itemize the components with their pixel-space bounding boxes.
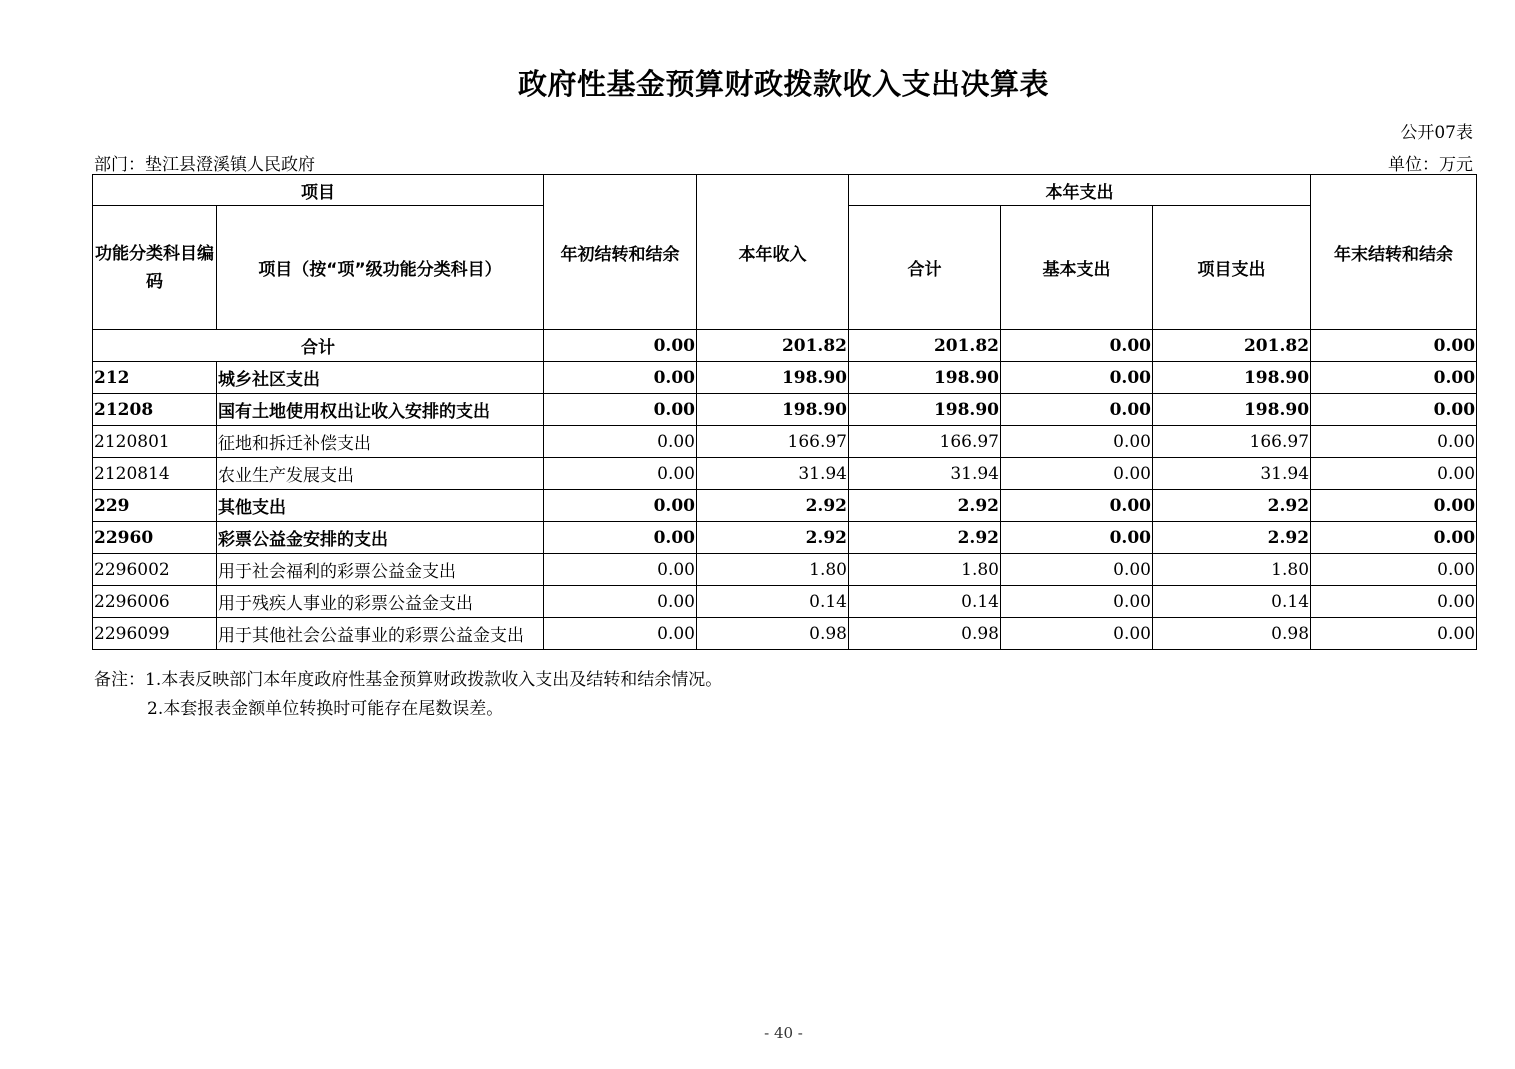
cell-code: 2296099 <box>93 618 217 650</box>
cell-basic: 0.00 <box>1001 426 1153 458</box>
cell-basic: 0.00 <box>1001 586 1153 618</box>
cell-code: 2296002 <box>93 554 217 586</box>
cell-income: 0.14 <box>697 586 849 618</box>
cell-project: 2.92 <box>1153 490 1311 522</box>
table-row <box>93 490 1477 522</box>
cell-total: 2.92 <box>849 522 1001 554</box>
cell-code: 229 <box>93 490 217 522</box>
cell-end: 0.00 <box>1311 458 1477 490</box>
cell-project: 198.90 <box>1153 362 1311 394</box>
table-row <box>93 618 1477 650</box>
header-expense-basic: 基本支出 <box>1001 206 1153 330</box>
department-label: 部门：垫江县澄溪镇人民政府 <box>94 155 315 175</box>
header-project: 项目 <box>93 175 544 206</box>
header-expense-project: 项目支出 <box>1153 206 1311 330</box>
note-line-1: 备注：1.本表反映部门本年度政府性基金预算财政拨款收入支出及结转和结余情况。 <box>94 670 723 690</box>
cell-end: 0.00 <box>1311 426 1477 458</box>
table-row <box>93 426 1477 458</box>
cell-begin: 0.00 <box>544 618 697 650</box>
cell-project: 198.90 <box>1153 394 1311 426</box>
cell-begin: 0.00 <box>544 586 697 618</box>
cell-begin: 0.00 <box>544 554 697 586</box>
total-label: 合计 <box>93 330 544 362</box>
cell-code: 21208 <box>93 394 217 426</box>
cell-end: 0.00 <box>1311 586 1477 618</box>
table-row <box>93 586 1477 618</box>
header-expense-total: 合计 <box>849 206 1001 330</box>
table-row <box>93 554 1477 586</box>
table-header <box>93 175 1477 330</box>
cell-basic: 0.00 <box>1001 618 1153 650</box>
cell-total: 166.97 <box>849 426 1001 458</box>
cell-name: 城乡社区支出 <box>217 362 544 394</box>
cell-name: 国有土地使用权出让收入安排的支出 <box>217 394 544 426</box>
cell-project: 2.92 <box>1153 522 1311 554</box>
cell-begin: 0.00 <box>544 490 697 522</box>
cell-name: 用于社会福利的彩票公益金支出 <box>217 554 544 586</box>
cell-code: 2120814 <box>93 458 217 490</box>
cell-total: 31.94 <box>849 458 1001 490</box>
table-row <box>93 522 1477 554</box>
table-body <box>93 330 1477 650</box>
cell-income: 31.94 <box>697 458 849 490</box>
cell-end: 0.00 <box>1311 490 1477 522</box>
cell-begin: 0.00 <box>544 362 697 394</box>
total-project: 201.82 <box>1153 330 1311 362</box>
cell-total: 2.92 <box>849 490 1001 522</box>
cell-code: 212 <box>93 362 217 394</box>
cell-project: 0.98 <box>1153 618 1311 650</box>
cell-code: 2296006 <box>93 586 217 618</box>
cell-basic: 0.00 <box>1001 362 1153 394</box>
table-row <box>93 362 1477 394</box>
cell-basic: 0.00 <box>1001 522 1153 554</box>
cell-total: 0.14 <box>849 586 1001 618</box>
form-number: 公开07表 <box>1400 123 1473 143</box>
cell-income: 1.80 <box>697 554 849 586</box>
page-number: - 40 - <box>764 1024 803 1042</box>
header-end-balance: 年末结转和结余 <box>1311 175 1477 330</box>
cell-project: 0.14 <box>1153 586 1311 618</box>
cell-end: 0.00 <box>1311 554 1477 586</box>
cell-name: 彩票公益金安排的支出 <box>217 522 544 554</box>
cell-name: 征地和拆迁补偿支出 <box>217 426 544 458</box>
header-expense-group: 本年支出 <box>849 175 1311 206</box>
cell-end: 0.00 <box>1311 394 1477 426</box>
cell-name: 用于其他社会公益事业的彩票公益金支出 <box>217 618 544 650</box>
cell-basic: 0.00 <box>1001 554 1153 586</box>
budget-table <box>92 174 1477 650</box>
cell-income: 0.98 <box>697 618 849 650</box>
total-begin: 0.00 <box>544 330 697 362</box>
cell-income: 2.92 <box>697 490 849 522</box>
cell-income: 198.90 <box>697 362 849 394</box>
cell-code: 2120801 <box>93 426 217 458</box>
page-title: 政府性基金预算财政拨款收入支出决算表 <box>517 67 1049 101</box>
cell-begin: 0.00 <box>544 458 697 490</box>
cell-begin: 0.00 <box>544 394 697 426</box>
cell-income: 198.90 <box>697 394 849 426</box>
cell-project: 31.94 <box>1153 458 1311 490</box>
cell-end: 0.00 <box>1311 362 1477 394</box>
cell-begin: 0.00 <box>544 522 697 554</box>
cell-begin: 0.00 <box>544 426 697 458</box>
cell-name: 用于残疾人事业的彩票公益金支出 <box>217 586 544 618</box>
cell-total: 1.80 <box>849 554 1001 586</box>
total-basic: 0.00 <box>1001 330 1153 362</box>
cell-project: 1.80 <box>1153 554 1311 586</box>
cell-project: 166.97 <box>1153 426 1311 458</box>
total-expense: 201.82 <box>849 330 1001 362</box>
cell-total: 198.90 <box>849 394 1001 426</box>
cell-end: 0.00 <box>1311 522 1477 554</box>
cell-basic: 0.00 <box>1001 394 1153 426</box>
total-row <box>93 330 1477 362</box>
cell-income: 166.97 <box>697 426 849 458</box>
header-income: 本年收入 <box>697 175 849 330</box>
cell-basic: 0.00 <box>1001 458 1153 490</box>
table-row <box>93 394 1477 426</box>
header-code: 功能分类科目编码 <box>93 206 217 330</box>
cell-income: 2.92 <box>697 522 849 554</box>
cell-name: 农业生产发展支出 <box>217 458 544 490</box>
cell-code: 22960 <box>93 522 217 554</box>
cell-end: 0.00 <box>1311 618 1477 650</box>
note-line-2: 2.本套报表金额单位转换时可能存在尾数误差。 <box>147 699 504 719</box>
total-end: 0.00 <box>1311 330 1477 362</box>
unit-label: 单位：万元 <box>1388 155 1473 175</box>
cell-basic: 0.00 <box>1001 490 1153 522</box>
table-row <box>93 458 1477 490</box>
header-name: 项目（按“项”级功能分类科目） <box>217 206 544 330</box>
cell-total: 198.90 <box>849 362 1001 394</box>
total-income: 201.82 <box>697 330 849 362</box>
cell-total: 0.98 <box>849 618 1001 650</box>
header-begin-balance: 年初结转和结余 <box>544 175 697 330</box>
cell-name: 其他支出 <box>217 490 544 522</box>
